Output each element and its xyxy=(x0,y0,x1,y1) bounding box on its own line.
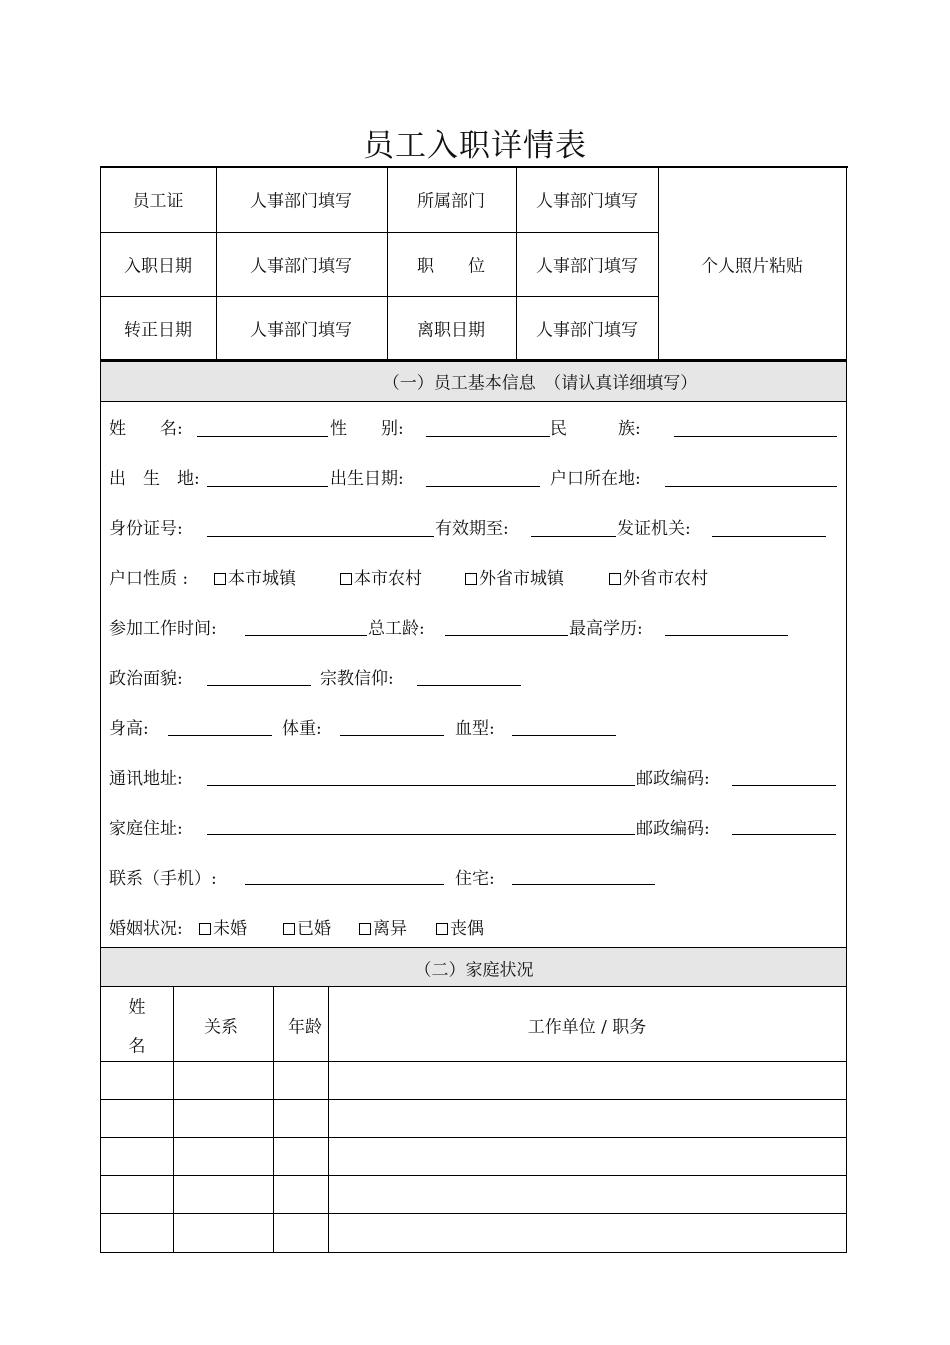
family-col-age: 年龄 xyxy=(288,1017,322,1038)
marital-label: 婚姻状况: xyxy=(109,919,183,939)
religion-label: 宗教信仰: xyxy=(320,669,394,689)
family-col-relation: 关系 xyxy=(204,1017,238,1038)
checkbox-icon[interactable] xyxy=(359,923,371,935)
weight-label: 体重: xyxy=(282,719,322,739)
birthdate-label: 出生日期: xyxy=(330,469,404,489)
table-bottom-border xyxy=(100,1252,847,1253)
department-value[interactable]: 人事部门填写 xyxy=(536,191,638,212)
valid-until-label: 有效期至: xyxy=(435,519,509,539)
table-row[interactable] xyxy=(101,1214,846,1252)
header-vline xyxy=(387,167,388,360)
hukou-location-input[interactable] xyxy=(665,486,837,487)
hukou-option-other-urban[interactable]: 外省市城镇 xyxy=(465,564,564,589)
name-label: 姓 名: xyxy=(109,419,183,439)
height-label: 身高: xyxy=(109,719,149,739)
table-row[interactable] xyxy=(101,1062,846,1099)
page-title: 员工入职详情表 xyxy=(363,128,587,164)
header-vline xyxy=(216,167,217,360)
leave-date-value[interactable]: 人事部门填写 xyxy=(536,320,638,341)
header-divider xyxy=(101,232,658,233)
work-start-label: 参加工作时间: xyxy=(109,619,217,639)
checkbox-icon[interactable] xyxy=(340,573,352,585)
photo-placeholder[interactable]: 个人照片粘贴 xyxy=(701,256,803,277)
birthdate-input[interactable] xyxy=(426,486,540,487)
blood-type-input[interactable] xyxy=(512,735,616,736)
home-address-label: 家庭住址: xyxy=(109,819,183,839)
total-years-label: 总工龄: xyxy=(368,619,425,639)
religion-input[interactable] xyxy=(417,685,521,686)
table-row[interactable] xyxy=(101,1138,846,1175)
valid-until-input[interactable] xyxy=(531,536,616,537)
marital-option-single[interactable]: 未婚 xyxy=(199,914,247,939)
position-label: 职 位 xyxy=(417,256,485,277)
ethnicity-input[interactable] xyxy=(674,436,837,437)
id-number-input[interactable] xyxy=(207,536,434,537)
gender-label: 性 别: xyxy=(330,419,404,439)
home-phone-label: 住宅: xyxy=(455,869,495,889)
mobile-label: 联系（手机）: xyxy=(109,869,217,889)
section2-heading-divider xyxy=(101,986,847,987)
id-number-label: 身份证号: xyxy=(109,519,183,539)
weight-input[interactable] xyxy=(340,735,444,736)
table-right-border xyxy=(846,166,847,1253)
postcode1-label: 邮政编码: xyxy=(636,769,710,789)
header-vline xyxy=(658,167,659,360)
birthplace-input[interactable] xyxy=(207,486,328,487)
family-col-name-part2: 名 xyxy=(128,1036,146,1057)
header-vline xyxy=(516,167,517,360)
political-input[interactable] xyxy=(207,685,311,686)
hire-date-value[interactable]: 人事部门填写 xyxy=(250,256,352,277)
postcode1-input[interactable] xyxy=(732,785,836,786)
header-divider xyxy=(101,296,658,297)
marital-option-widowed[interactable]: 丧偶 xyxy=(436,914,484,939)
hukou-option-rural[interactable]: 本市农村 xyxy=(340,564,422,589)
mobile-input[interactable] xyxy=(245,884,444,885)
hukou-option-urban[interactable]: 本市城镇 xyxy=(214,564,296,589)
total-years-input[interactable] xyxy=(445,635,568,636)
mail-address-label: 通讯地址: xyxy=(109,769,183,789)
family-col-work: 工作单位 / 职务 xyxy=(527,1017,647,1038)
leave-date-label: 离职日期 xyxy=(417,320,485,341)
employee-id-value[interactable]: 人事部门填写 xyxy=(250,191,352,212)
regular-date-label: 转正日期 xyxy=(124,320,192,341)
issuer-input[interactable] xyxy=(712,536,826,537)
hukou-type-label: 户口性质 : xyxy=(109,569,189,589)
employee-id-label: 员工证 xyxy=(132,191,184,212)
home-address-input[interactable] xyxy=(207,834,635,835)
table-row[interactable] xyxy=(101,1100,846,1137)
table-row[interactable] xyxy=(101,1176,846,1213)
marital-option-divorced[interactable]: 离异 xyxy=(359,914,407,939)
postcode2-input[interactable] xyxy=(732,834,836,835)
checkbox-icon[interactable] xyxy=(214,573,226,585)
family-col-name-part1: 姓 xyxy=(128,997,146,1018)
position-value[interactable]: 人事部门填写 xyxy=(536,256,638,277)
political-label: 政治面貌: xyxy=(109,669,183,689)
height-input[interactable] xyxy=(168,735,272,736)
education-label: 最高学历: xyxy=(569,619,643,639)
name-input[interactable] xyxy=(197,436,328,437)
postcode2-label: 邮政编码: xyxy=(636,819,710,839)
work-start-input[interactable] xyxy=(245,635,367,636)
checkbox-icon[interactable] xyxy=(436,923,448,935)
checkbox-icon[interactable] xyxy=(199,923,211,935)
section2-title: （二）家庭状况 xyxy=(414,960,534,981)
ethnicity-label: 民 族: xyxy=(550,419,641,439)
marital-option-married[interactable]: 已婚 xyxy=(283,914,331,939)
department-label: 所属部门 xyxy=(417,191,485,212)
checkbox-icon[interactable] xyxy=(609,573,621,585)
birthplace-label: 出 生 地: xyxy=(109,469,200,489)
mail-address-input[interactable] xyxy=(207,785,635,786)
hukou-location-label: 户口所在地: xyxy=(550,469,641,489)
checkbox-icon[interactable] xyxy=(465,573,477,585)
section1-title: （一）员工基本信息 （请认真详细填写） xyxy=(382,373,698,394)
home-phone-input[interactable] xyxy=(512,884,655,885)
checkbox-icon[interactable] xyxy=(283,923,295,935)
gender-input[interactable] xyxy=(426,436,550,437)
section1-heading-divider xyxy=(101,401,847,402)
table-top-border xyxy=(100,166,848,168)
hire-date-label: 入职日期 xyxy=(124,256,192,277)
regular-date-value[interactable]: 人事部门填写 xyxy=(250,320,352,341)
hukou-option-other-rural[interactable]: 外省市农村 xyxy=(609,564,708,589)
issuer-label: 发证机关: xyxy=(617,519,691,539)
education-input[interactable] xyxy=(665,635,788,636)
blood-type-label: 血型: xyxy=(455,719,495,739)
